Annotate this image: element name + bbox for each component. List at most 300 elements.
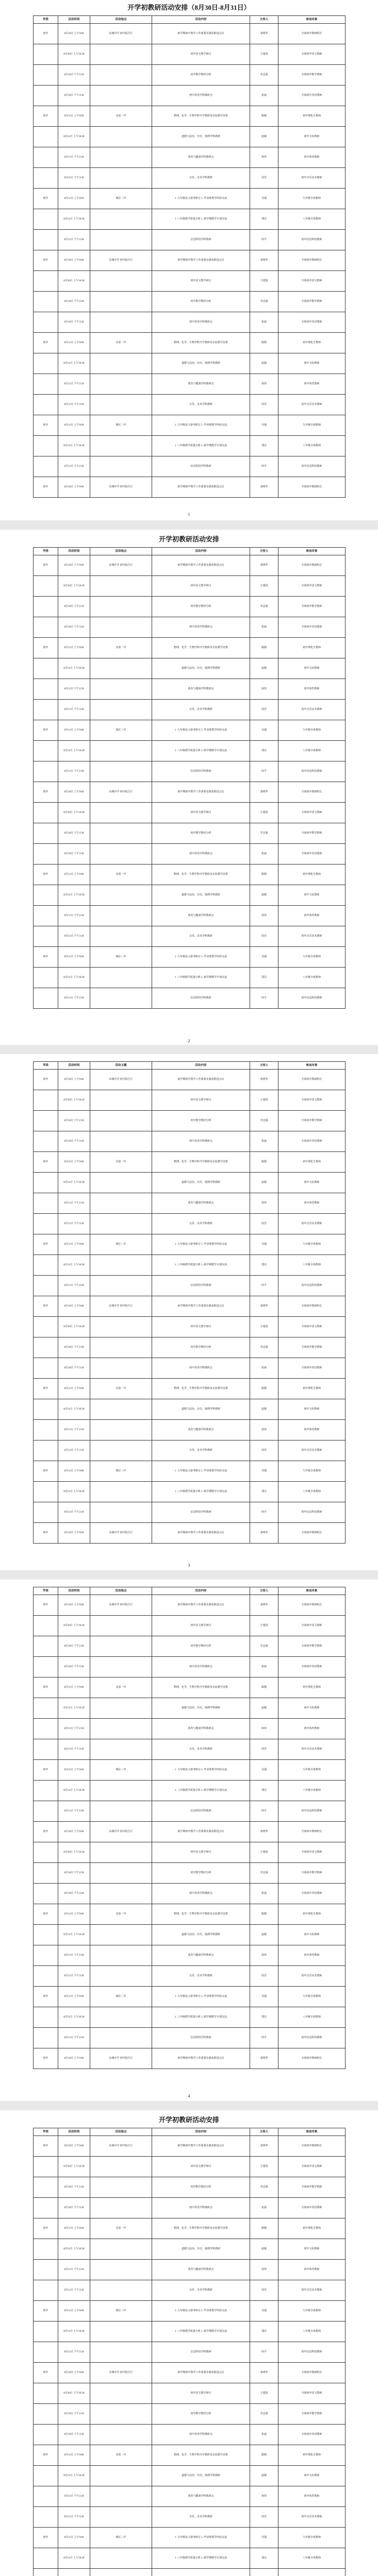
table-row [34, 1173, 346, 1193]
table-row [34, 209, 346, 230]
table-cell-host: 张丽 [250, 2198, 278, 2218]
table-cell-seg [34, 1925, 58, 1945]
column-header: 主持人 [250, 2128, 278, 2136]
table-cell-target: 九年级全体教师 [278, 1461, 346, 1482]
table-row [34, 230, 346, 250]
table-cell-host: 陈刚 [250, 865, 278, 885]
table-cell-place [90, 2404, 152, 2425]
table-cell-target: 全体初中数学教师 [278, 1111, 346, 1131]
table-cell-host: 王建国 [250, 271, 278, 292]
table-cell-content: 物理、化学、生物学科开学教研及实验教学安排 [152, 1379, 250, 1399]
table-cell-target: 全体初中英语教师 [278, 1358, 346, 1379]
table-cell-time: 8月31日 上午10:30 [58, 2321, 90, 2342]
table-cell-seg [34, 1193, 58, 1214]
table-cell-content [152, 2569, 250, 2576]
table-cell-time: 8月31日 上午10:30 [58, 127, 90, 147]
table-cell-target: 全体初中教研组长 [278, 24, 346, 44]
table-cell-seg [34, 1863, 58, 1884]
table-row [34, 168, 346, 189]
table-cell-seg [34, 1420, 58, 1440]
table-cell-target: 全体初中英语教师 [278, 1131, 346, 1152]
table-cell-seg [34, 2177, 58, 2198]
table-row [34, 720, 346, 741]
table-cell-content: 新学期初中教学工作部署及课改推进会议 [152, 555, 250, 576]
table-cell-time: 8月31日 下午2:30 [58, 1801, 90, 1822]
table-cell-host: 吴强 [250, 415, 278, 436]
table-cell-content: 体育与健康学科教研会 [152, 1945, 250, 1966]
table-row [34, 436, 346, 456]
table-cell-host: 李志强 [250, 1863, 278, 1884]
table-cell-content: 音乐、美术学科教研 [152, 700, 250, 720]
table-cell-time: 8月31日 下午2:30 [58, 1276, 90, 1296]
table-cell-content: 初中语文教学研讨 [152, 1842, 250, 1863]
table-row [34, 456, 346, 477]
table-row [34, 1657, 346, 1677]
table-cell-seg [34, 2486, 58, 2507]
table-cell-time: 8月31日 下午3:30 [58, 926, 90, 947]
table-cell-target: 初中体育教师 [278, 1420, 346, 1440]
table-cell-host: 何平 [250, 2342, 278, 2363]
table-cell-seg [34, 906, 58, 926]
table-cell-target: 全体初中英语教师 [278, 1884, 346, 1904]
table-cell-time: 8月30日 下午2:30 [58, 597, 90, 617]
table-cell-time: 8月31日 上午9:00 [58, 1234, 90, 1255]
table-cell-content: 新学期初中教学工作部署及课改推进会议 [152, 2363, 250, 2383]
table-cell-place [90, 2198, 152, 2218]
table-cell-target: 全体初中教研组长 [278, 2363, 346, 2383]
column-header: 参加对象 [278, 1587, 346, 1595]
table-cell-content: 道德与法治、历史、地理学科教研 [152, 2466, 250, 2486]
table-cell-target: 全体初中教研组长 [278, 555, 346, 576]
table-cell-host: 张丽 [250, 86, 278, 106]
table-row [34, 1698, 346, 1719]
table-cell-time: 8月30日 下午3:30 [58, 312, 90, 333]
table-cell-time: 8月31日 上午9:00 [58, 947, 90, 968]
table-cell-content: 体育与健康学科教研会 [152, 679, 250, 700]
table-cell-host: 刘明华 [250, 24, 278, 44]
table-cell-content: 1. 八年级教学质量分析 2. 新学期教学计划交流 [152, 2321, 250, 2342]
table-cell-content: 新学期初中教学工作部署及课改推进会议 [152, 1523, 250, 1544]
table-cell-target: 初中文综教师 [278, 2239, 346, 2260]
table-cell-place: 东城中学 初中报告厅 [90, 1523, 152, 1544]
table-cell-host: 王建国 [250, 1317, 278, 1337]
table-row [34, 1502, 346, 1523]
table-row [34, 885, 346, 906]
table-cell-time: 8月30日 下午2:30 [58, 823, 90, 844]
table-cell-place [90, 2569, 152, 2576]
table-cell-place: 城区三中 [90, 1234, 152, 1255]
table-cell-content: 音乐、美术学科教研 [152, 1440, 250, 1461]
table-row [34, 1420, 346, 1440]
table-cell-place [90, 1719, 152, 1739]
table-row [34, 2198, 346, 2218]
table-row [34, 2486, 346, 2507]
table-cell-place [90, 436, 152, 456]
table-cell-place: 东城中学 初中报告厅 [90, 782, 152, 803]
table-cell-seg: 初中 [34, 106, 58, 127]
table-cell-host: 周芳 [250, 1739, 278, 1760]
table-cell-time: 8月30日 下午3:30 [58, 1131, 90, 1152]
table-row [34, 658, 346, 679]
table-cell-seg [34, 353, 58, 374]
table-cell-content: 初中语文教学研讨 [152, 271, 250, 292]
table-cell-host: 刘明华 [250, 782, 278, 803]
table-row [34, 1925, 346, 1945]
table-cell-host: 张丽 [250, 1884, 278, 1904]
column-header: 学段 [34, 548, 58, 555]
table-cell-host: 周芳 [250, 2280, 278, 2301]
table-cell-host: 陈刚 [250, 1904, 278, 1925]
page-number: 1 [188, 512, 190, 517]
table-cell-content: 新学期初中教学工作部署及课改推进会议 [152, 24, 250, 44]
table-cell-host: 李志强 [250, 597, 278, 617]
table-cell-target: 八年级全体教师 [278, 209, 346, 230]
table-cell-host: 王建国 [250, 576, 278, 597]
table-cell-content: 信息科技学科教研 [152, 1801, 250, 1822]
table-cell-target: 八年级全体教师 [278, 1781, 346, 1801]
table-cell-seg [34, 2007, 58, 2028]
table-cell-seg [34, 1719, 58, 1739]
table-cell-host: 张丽 [250, 1131, 278, 1152]
table-cell-place [90, 617, 152, 638]
table-cell-time: 8月31日 下午3:30 [58, 1739, 90, 1760]
table-cell-place [90, 741, 152, 761]
table-cell-time: 8月30日 上午10:30 [58, 576, 90, 597]
table-cell-time: 8月31日 上午10:30 [58, 353, 90, 374]
table-cell-content: 初中语文教学研讨 [152, 44, 250, 65]
table-cell-time: 8月30日 下午3:30 [58, 617, 90, 638]
table-cell-place [90, 1502, 152, 1523]
table-cell-place: 东城中学 初中报告厅 [90, 24, 152, 44]
table-cell-place [90, 312, 152, 333]
table-cell-content: 物理、化学、生物学科开学教研及实验教学安排 [152, 1904, 250, 1925]
table-cell-place [90, 65, 152, 86]
table-cell-seg: 初中 [34, 1379, 58, 1399]
table-row [34, 1822, 346, 1842]
table-cell-content: 体育与健康学科教研会 [152, 374, 250, 395]
table-cell-host: 孙伟 [250, 374, 278, 395]
table-cell-seg: 初中 [34, 1234, 58, 1255]
table-cell-target: 初中音乐美术教师 [278, 2280, 346, 2301]
table-cell-place: 城区三中 [90, 2528, 152, 2548]
table-row [34, 86, 346, 106]
table-cell-seg [34, 761, 58, 782]
table-cell-target [278, 2569, 346, 2576]
table-cell-host: 孙伟 [250, 1193, 278, 1214]
table-cell-time: 8月31日 上午10:30 [58, 658, 90, 679]
table-cell-content: 道德与法治、历史、地理学科教研 [152, 1399, 250, 1420]
table-cell-content: 音乐、美术学科教研 [152, 1739, 250, 1760]
table-cell-host: 刘明华 [250, 1595, 278, 1616]
table-cell-target: 初中音乐美术教师 [278, 1214, 346, 1234]
table-cell-seg [34, 209, 58, 230]
table-cell-place [90, 168, 152, 189]
table-cell-host: 刘明华 [250, 1523, 278, 1544]
table-cell-place: 东城中学 初中报告厅 [90, 2363, 152, 2383]
table-cell-place [90, 658, 152, 679]
table-cell-seg [34, 374, 58, 395]
table-row [34, 2048, 346, 2069]
table-cell-seg [34, 2507, 58, 2528]
table-cell-time: 8月31日 上午10:30 [58, 2466, 90, 2486]
table-cell-target: 全体初中教研组长 [278, 1822, 346, 1842]
table-cell-host: 周芳 [250, 2507, 278, 2528]
table-cell-host: 吴强 [250, 1461, 278, 1482]
column-header: 活动时间 [58, 16, 90, 24]
column-header: 活动时间 [58, 548, 90, 555]
table-cell-seg: 初中 [34, 1822, 58, 1842]
table-cell-host: 张丽 [250, 1358, 278, 1379]
table-cell-target: 九年级全体教师 [278, 2528, 346, 2548]
table-cell-target: 初中体育教师 [278, 1719, 346, 1739]
table-cell-content: 音乐、美术学科教研 [152, 395, 250, 415]
table-cell-host: 陈刚 [250, 106, 278, 127]
table-cell-target: 八年级全体教师 [278, 2548, 346, 2569]
table-cell-content: 物理、化学、生物学科开学教研及实验教学安排 [152, 2445, 250, 2466]
table-cell-target: 全体初中教研组长 [278, 1296, 346, 1317]
table-row [34, 1884, 346, 1904]
table-cell-seg [34, 436, 58, 456]
table-cell-content: 初中英语学科教研会 [152, 1131, 250, 1152]
table-cell-place: 实验一中 [90, 1904, 152, 1925]
table-cell-host: 刘明华 [250, 555, 278, 576]
table-cell-host: 周芳 [250, 926, 278, 947]
table-cell-seg [34, 2280, 58, 2301]
table-cell-content: 初中英语学科教研会 [152, 312, 250, 333]
table-cell-place [90, 2028, 152, 2048]
table-cell-target: 八年级全体教师 [278, 2007, 346, 2028]
table-cell-host: 李志强 [250, 2404, 278, 2425]
table-cell-content: 体育与健康学科教研会 [152, 2486, 250, 2507]
table-cell-seg [34, 2260, 58, 2280]
table-cell-seg: 初中 [34, 1461, 58, 1482]
table-cell-seg [34, 1636, 58, 1657]
table-row [34, 617, 346, 638]
table-cell-target: 初中信息科技教师 [278, 230, 346, 250]
table-cell-content: 初中数学教材分析 [152, 597, 250, 617]
table-cell-place [90, 1657, 152, 1677]
table-cell-target: 初中理化生教师 [278, 333, 346, 353]
table-cell-place [90, 1698, 152, 1719]
schedule-table [33, 1061, 346, 1544]
table-cell-seg: 初中 [34, 415, 58, 436]
table-cell-seg: 初中 [34, 720, 58, 741]
table-cell-seg [34, 658, 58, 679]
column-header: 活动内容 [152, 1062, 250, 1070]
table-cell-host: 何平 [250, 761, 278, 782]
table-cell-time: 8月30日 上午10:30 [58, 44, 90, 65]
table-cell-seg [34, 2239, 58, 2260]
table-row [34, 1276, 346, 1296]
table-cell-seg [34, 576, 58, 597]
table-row [34, 2342, 346, 2363]
table-cell-target: 初中理化生教师 [278, 106, 346, 127]
table-cell-host: 赵敏 [250, 2239, 278, 2260]
table-cell-target: 全体初中教研组长 [278, 2136, 346, 2157]
table-cell-content: 1. 八年级教学质量分析 2. 新学期教学计划交流 [152, 1255, 250, 1276]
table-cell-content: 新学期初中教学工作部署及课改推进会议 [152, 2136, 250, 2157]
table-row [34, 1987, 346, 2007]
table-cell-content: 道德与法治、历史、地理学科教研 [152, 127, 250, 147]
table-cell-place [90, 292, 152, 312]
table-cell-content: 1. 九年级复习备考研讨 2. 毕业班教学经验交流 [152, 1987, 250, 2007]
table-cell-target: 全体初中教研组长 [278, 477, 346, 498]
table-cell-seg: 初中 [34, 2136, 58, 2157]
table-cell-time: 8月30日 上午10:30 [58, 1616, 90, 1636]
table-cell-time: 8月31日 下午2:30 [58, 906, 90, 926]
table-cell-seg: 初中 [34, 865, 58, 885]
table-cell-target: 全体初中数学教师 [278, 2177, 346, 2198]
table-cell-target: 九年级全体教师 [278, 415, 346, 436]
document-sheet [0, 1056, 378, 1571]
table-cell-place [90, 2383, 152, 2404]
table-cell-content: 音乐、美术学科教研 [152, 168, 250, 189]
table-cell-time: 8月31日 上午9:00 [58, 1379, 90, 1399]
table-row [34, 395, 346, 415]
table-cell-place: 东城中学 初中报告厅 [90, 1070, 152, 1090]
table-cell-seg [34, 1131, 58, 1152]
table-cell-place [90, 147, 152, 168]
table-cell-target: 初中体育教师 [278, 2486, 346, 2507]
table-cell-time: 8月31日 下午3:30 [58, 1214, 90, 1234]
table-cell-time: 8月30日 上午9:00 [58, 1070, 90, 1090]
table-cell-content: 1. 九年级复习备考研讨 2. 毕业班教学经验交流 [152, 1760, 250, 1781]
table-cell-place [90, 576, 152, 597]
table-cell-seg [34, 1399, 58, 1420]
table-cell-target: 初中理化生教师 [278, 2445, 346, 2466]
table-cell-time: 8月30日 下午2:30 [58, 1111, 90, 1131]
table-cell-time: 8月30日 上午10:30 [58, 1842, 90, 1863]
table-cell-host: 周芳 [250, 168, 278, 189]
table-cell-seg: 初中 [34, 782, 58, 803]
table-row [34, 2383, 346, 2404]
table-cell-seg [34, 86, 58, 106]
table-cell-target: 初中理化生教师 [278, 2218, 346, 2239]
table-header-row [34, 2128, 346, 2136]
table-cell-content: 音乐、美术学科教研 [152, 1214, 250, 1234]
table-cell-time: 8月30日 下午3:30 [58, 1657, 90, 1677]
table-cell-time: 8月30日 上午9:00 [58, 1296, 90, 1317]
column-header: 活动地点 [90, 16, 152, 24]
table-cell-content: 1. 九年级复习备考研讨 2. 毕业班教学经验交流 [152, 189, 250, 209]
table-cell-host: 吴强 [250, 947, 278, 968]
table-cell-place [90, 1945, 152, 1966]
table-cell-content: 1. 九年级复习备考研讨 2. 毕业班教学经验交流 [152, 1234, 250, 1255]
table-cell-seg [34, 1616, 58, 1636]
table-cell-place: 东城中学 初中报告厅 [90, 2048, 152, 2069]
table-cell-seg [34, 127, 58, 147]
table-cell-seg [34, 2157, 58, 2177]
table-cell-host: 吴强 [250, 189, 278, 209]
table-cell-place [90, 803, 152, 823]
table-cell-place: 东城中学 初中报告厅 [90, 477, 152, 498]
table-cell-time: 8月31日 上午10:30 [58, 885, 90, 906]
table-cell-time: 8月31日 上午9:00 [58, 2218, 90, 2239]
table-cell-place [90, 2507, 152, 2528]
table-cell-place [90, 1317, 152, 1337]
table-row [34, 1111, 346, 1131]
table-cell-content: 新学期初中教学工作部署及课改推进会议 [152, 1070, 250, 1090]
table-cell-seg [34, 1966, 58, 1987]
table-cell-time: 8月30日 上午9:00 [58, 782, 90, 803]
table-cell-host: 孙伟 [250, 2486, 278, 2507]
table-cell-place [90, 1925, 152, 1945]
table-cell-seg: 初中 [34, 1523, 58, 1544]
table-cell-host: 刘明华 [250, 1296, 278, 1317]
table-cell-host: 陈刚 [250, 2445, 278, 2466]
table-cell-target: 八年级全体教师 [278, 436, 346, 456]
column-header: 学段 [34, 2128, 58, 2136]
page-number: 3 [188, 1563, 190, 1568]
table-cell-place [90, 597, 152, 617]
table-cell-host: 周芳 [250, 1440, 278, 1461]
table-row [34, 1616, 346, 1636]
table-cell-host: 孙伟 [250, 679, 278, 700]
table-row [34, 147, 346, 168]
table-cell-seg [34, 679, 58, 700]
table-cell-host: 陈刚 [250, 1677, 278, 1698]
table-cell-target: 九年级全体教师 [278, 947, 346, 968]
table-cell-content: 信息科技学科教研 [152, 1502, 250, 1523]
table-cell-host: 张丽 [250, 312, 278, 333]
column-header: 学段 [34, 16, 58, 24]
table-cell-target: 全体初中数学教师 [278, 823, 346, 844]
table-cell-place [90, 2157, 152, 2177]
table-cell-content: 1. 九年级复习备考研讨 2. 毕业班教学经验交流 [152, 720, 250, 741]
table-cell-content: 道德与法治、历史、地理学科教研 [152, 1925, 250, 1945]
table-row [34, 1193, 346, 1214]
table-row [34, 1255, 346, 1276]
table-cell-host: 周芳 [250, 700, 278, 720]
table-cell-seg [34, 823, 58, 844]
table-cell-content: 新学期初中教学工作部署及课改推进会议 [152, 1595, 250, 1616]
table-cell-place [90, 1482, 152, 1502]
table-cell-content: 物理、化学、生物学科开学教研及实验教学安排 [152, 106, 250, 127]
table-cell-content: 新学期初中教学工作部署及课改推进会议 [152, 2048, 250, 2069]
table-cell-content: 初中英语学科教研会 [152, 2425, 250, 2445]
table-cell-time: 8月31日 上午9:00 [58, 189, 90, 209]
table-cell-target: 初中信息科技教师 [278, 2342, 346, 2363]
table-cell-host: 吴强 [250, 2528, 278, 2548]
table-cell-target: 初中理化生教师 [278, 1904, 346, 1925]
table-cell-time: 8月31日 下午3:30 [58, 395, 90, 415]
table-cell-host: 周芳 [250, 1966, 278, 1987]
table-cell-content: 信息科技学科教研 [152, 2028, 250, 2048]
table-cell-place: 城区三中 [90, 1760, 152, 1781]
table-cell-time: 8月31日 下午2:30 [58, 230, 90, 250]
table-cell-seg [34, 395, 58, 415]
table-cell-target: 初中音乐美术教师 [278, 1440, 346, 1461]
table-row [34, 1070, 346, 1090]
table-cell-target: 初中信息科技教师 [278, 988, 346, 1009]
table-row [34, 1152, 346, 1173]
table-cell-time: 8月30日 上午9:00 [58, 1595, 90, 1616]
table-cell-place [90, 2280, 152, 2301]
table-cell-target: 初中文综教师 [278, 1173, 346, 1193]
schedule-table [33, 15, 346, 498]
table-row [34, 906, 346, 926]
table-cell-place [90, 1090, 152, 1111]
table-cell-place [90, 700, 152, 720]
table-row [34, 1677, 346, 1698]
table-row [34, 1482, 346, 1502]
page-title: 开学初教研活动安排 [158, 535, 219, 543]
table-cell-host: 吴强 [250, 1760, 278, 1781]
table-cell-content: 信息科技学科教研 [152, 230, 250, 250]
table-row [34, 2218, 346, 2239]
table-header-row [34, 1587, 346, 1595]
table-cell-target: 全体初中数学教师 [278, 1636, 346, 1657]
